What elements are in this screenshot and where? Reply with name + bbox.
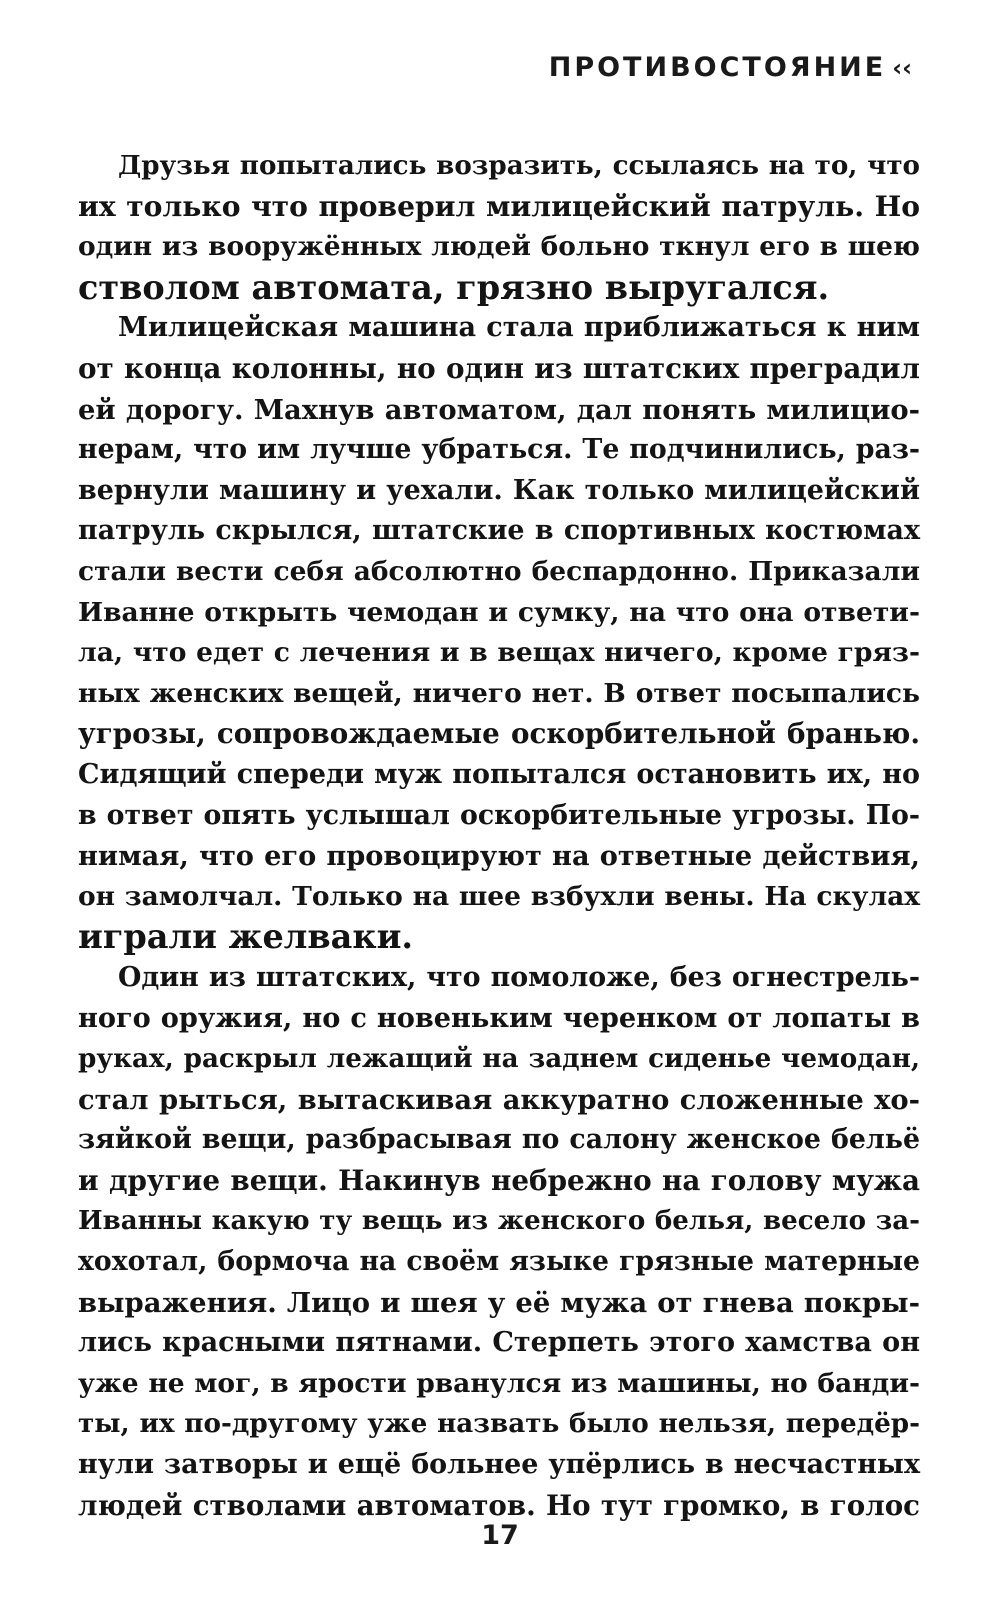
text-line: патруль скрылся, штатские в спортивных костюмах <box>78 515 920 547</box>
text-line: он замолчал. Только на шее взбухли вены. На скулах <box>78 880 920 912</box>
text-line: Сидящий спереди муж попытался остановить их, но <box>78 758 920 790</box>
text-line: Милицейская машина стала приближаться к ним <box>118 312 920 344</box>
text-line: стал рыться, вытаскивая аккуратно сложенные хо- <box>78 1083 920 1116</box>
text-line: лись красными пятнами. Стерпеть этого хамства он <box>78 1327 920 1359</box>
text-line: руках, раскрыл лежащий на заднем сиденье чемодан, <box>78 1043 920 1075</box>
text-line: ных женских вещей, ничего нет. В ответ посыпались <box>78 677 920 709</box>
text-line: стали вести себя абсолютно беспардонно. Приказали <box>78 555 920 587</box>
ornament-mark: ‹‹ <box>892 54 912 82</box>
text-line: выражения. Лицо и шея у её мужа от гнева покры- <box>78 1286 920 1319</box>
text-line: от конца колонны, но один из штатских преградил <box>78 351 920 385</box>
text-line: стволом автомата, грязно выругался. <box>78 267 830 307</box>
text-line: Иванны какую ту вещь из женского белья, весело за- <box>78 1206 920 1237</box>
page-number: 17 <box>481 1520 519 1551</box>
text-line: нерам, что им лучше убраться. Те подчинились, раз- <box>78 434 920 466</box>
text-line: уже не мог, в ярости рванулся из машины, но банди- <box>78 1367 920 1399</box>
text-line: Один из штатских, что помоложе, без огнестрель- <box>118 961 920 993</box>
text-line: зяйкой вещи, разбрасывая по салону женское бельё <box>78 1124 920 1156</box>
text-line: угрозы, сопровождаемые оскорбительной бранью. <box>78 717 920 751</box>
text-line: Иванне открыть чемодан и сумку, на что она ответи- <box>78 596 920 628</box>
text-line: хохотал, бормоча на своём языке грязные матерные <box>78 1246 920 1278</box>
text-line: нимая, что его провоцируют на ответные действия, <box>78 840 920 873</box>
text-line: Друзья попытались возразить, ссылаясь на то, что <box>118 150 920 181</box>
text-line: их только что проверил милицейский патруль. Но <box>78 189 920 223</box>
text-line: ного оружия, но с новеньким черенком от лопаты в <box>78 1002 920 1035</box>
text-line: нули затворы и ещё больнее упёрлись в несчастных <box>78 1449 920 1480</box>
text-line: ла, что едет с лечения и в вещах ничего, кроме гряз- <box>78 637 920 669</box>
text-line: вернули машину и уехали. Как только милицейский <box>78 474 920 506</box>
text-line: ты, их по-другому уже назвать было нельзя, передёр- <box>78 1408 920 1440</box>
running-head-title: ПРОТИВОСТОЯНИЕ <box>548 52 887 83</box>
body-text <box>78 146 920 1526</box>
text-line: один из вооружённых людей больно ткнул его в шею <box>78 231 920 263</box>
text-line: в ответ опять услышал оскорбительные угрозы. По- <box>78 799 920 831</box>
text-line: людей стволами автоматов. Но тут громко, в голос <box>78 1488 920 1522</box>
running-head <box>549 52 912 83</box>
text-line: ей дорогу. Махнув автоматом, дал понять милицио- <box>78 393 920 426</box>
text-line: играли желваки. <box>78 917 414 957</box>
text-line: и другие вещи. Накинув небрежно на голову мужа <box>78 1163 920 1197</box>
